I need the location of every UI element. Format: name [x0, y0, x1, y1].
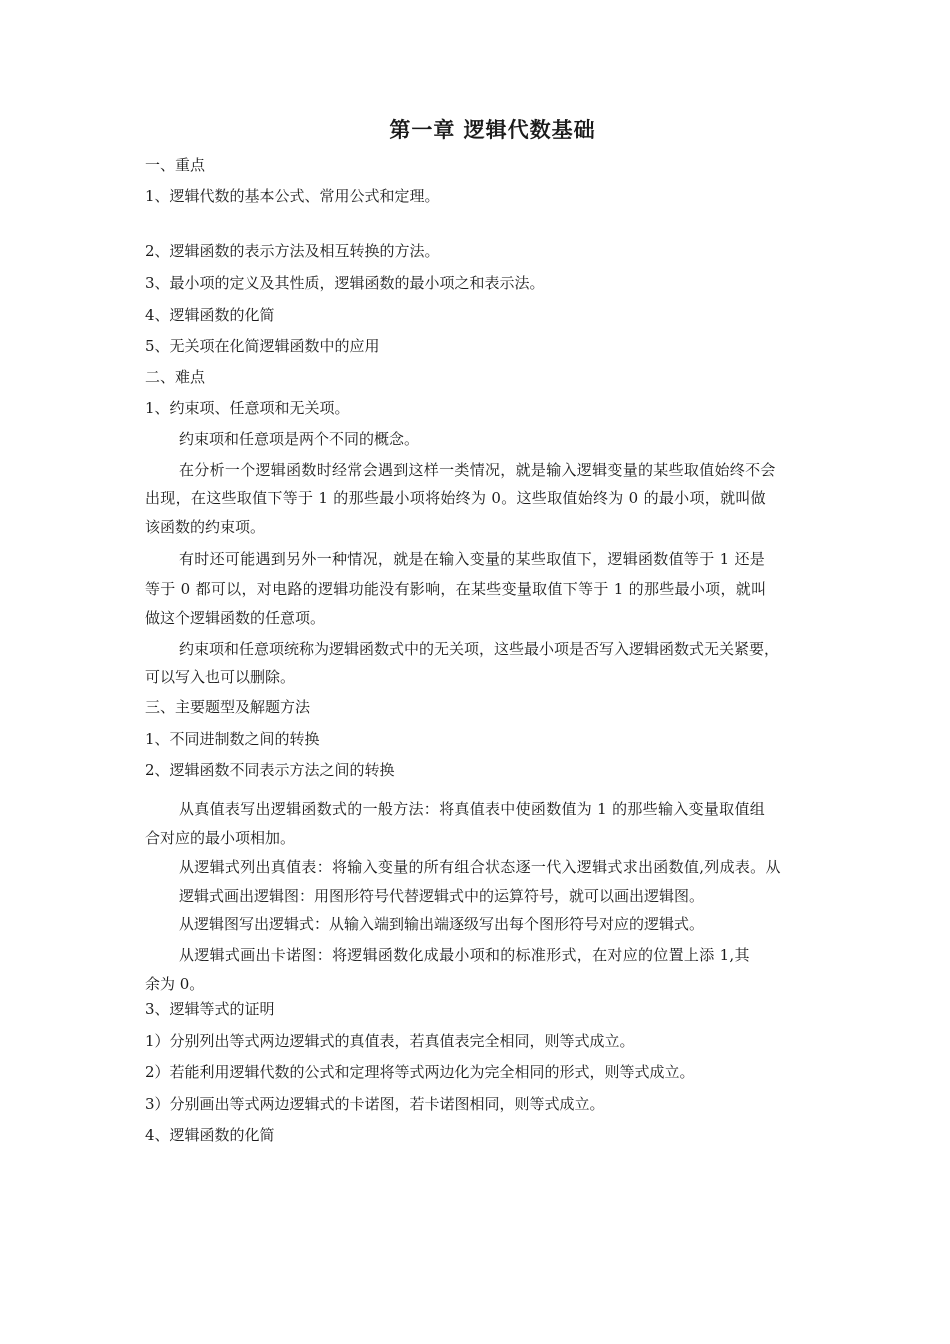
proof-method-2: 2）若能利用逻辑代数的公式和定理将等式两边化为完全相同的形式，则等式成立。	[145, 1063, 695, 1081]
question-type-1: 1、不同进制数之间的转换	[145, 730, 320, 748]
difficulty-1: 1、约束项、任意项和无关项。	[145, 399, 350, 417]
proof-method-1: 1）分别列出等式两边逻辑式的真值表，若真值表完全相同，则等式成立。	[145, 1032, 635, 1050]
paragraph-line: 从逻辑式列出真值表：将输入变量的所有组合状态逐一代入逻辑式求出函数值,列成表。从	[179, 858, 781, 876]
paragraph-line: 逻辑式画出逻辑图：用图形符号代替逻辑式中的运算符号，就可以画出逻辑图。	[179, 887, 705, 905]
key-point-3: 3、最小项的定义及其性质，逻辑函数的最小项之和表示法。	[145, 274, 545, 292]
paragraph-line: 从真值表写出逻辑函数式的一般方法：将真值表中使函数值为 1 的那些输入变量取值组	[179, 800, 766, 818]
question-type-3: 3、逻辑等式的证明	[145, 1000, 275, 1018]
section-heading-difficulties: 二、难点	[145, 368, 206, 386]
paragraph-line: 出现，在这些取值下等于 1 的那些最小项将始终为 0。这些取值始终为 0 的最小项，就叫做	[145, 489, 766, 507]
chapter-title: 第一章 逻辑代数基础	[389, 117, 596, 142]
key-point-1: 1、逻辑代数的基本公式、常用公式和定理。	[145, 187, 440, 205]
question-type-2: 2、逻辑函数不同表示方法之间的转换	[145, 761, 395, 779]
proof-method-3: 3）分别画出等式两边逻辑式的卡诺图，若卡诺图相同，则等式成立。	[145, 1095, 605, 1113]
paragraph-line: 约束项和任意项是两个不同的概念。	[179, 430, 420, 448]
paragraph-line: 等于 0 都可以，对电路的逻辑功能没有影响，在某些变量取值下等于 1 的那些最小项，就叫	[145, 580, 767, 598]
question-type-4: 4、逻辑函数的化简	[145, 1126, 275, 1144]
paragraph-line: 余为 0。	[145, 975, 205, 993]
paragraph-line: 做这个逻辑函数的任意项。	[145, 609, 326, 627]
paragraph-line: 在分析一个逻辑函数时经常会遇到这样一类情况，就是输入逻辑变量的某些取值始终不会	[179, 461, 776, 479]
key-point-4: 4、逻辑函数的化简	[145, 306, 275, 324]
paragraph-line: 从逻辑图写出逻辑式：从输入端到输出端逐级写出每个图形符号对应的逻辑式。	[179, 915, 705, 933]
key-point-5: 5、无关项在化简逻辑函数中的应用	[145, 337, 380, 355]
paragraph-line: 该函数的约束项。	[145, 518, 266, 536]
section-heading-key-points: 一、重点	[145, 156, 206, 174]
paragraph-line: 可以写入也可以删除。	[145, 668, 296, 686]
paragraph-line: 有时还可能遇到另外一种情况，就是在输入变量的某些取值下，逻辑函数值等于 1 还是	[179, 550, 766, 568]
paragraph-line: 从逻辑式画出卡诺图：将逻辑函数化成最小项和的标准形式，在对应的位置上添 1,其	[179, 946, 750, 964]
paragraph-line: 约束项和任意项统称为逻辑函数式中的无关项，这些最小项是否写入逻辑函数式无关紧要，	[179, 640, 780, 658]
key-point-2: 2、逻辑函数的表示方法及相互转换的方法。	[145, 242, 440, 260]
paragraph-line: 合对应的最小项相加。	[145, 829, 296, 847]
section-heading-question-types: 三、主要题型及解题方法	[145, 698, 311, 716]
